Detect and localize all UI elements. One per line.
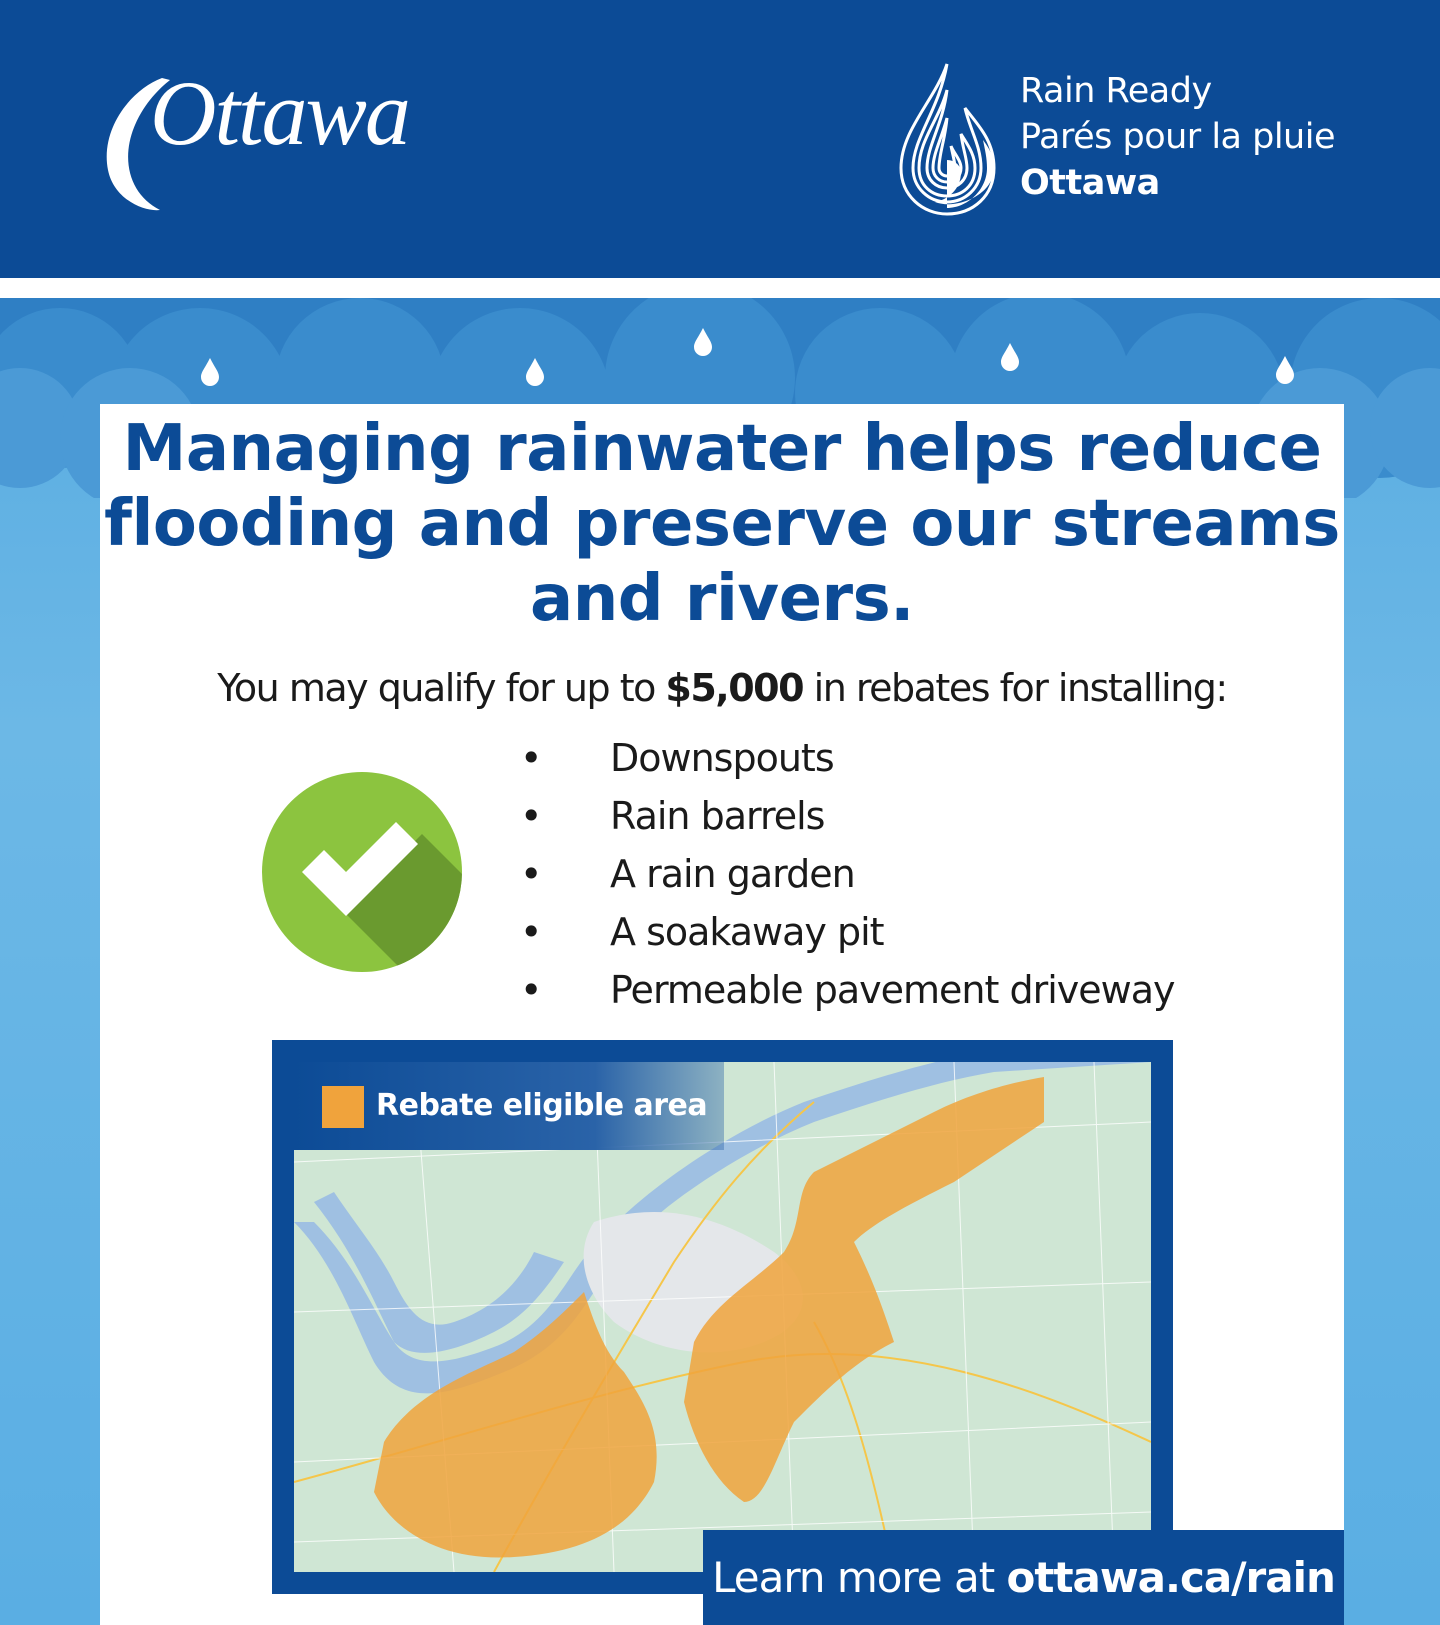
rebate-prefix: You may qualify for up to — [217, 666, 666, 710]
rebate-amount: $5,000 — [665, 666, 804, 710]
checkmark-icon — [262, 772, 462, 972]
map-legend — [294, 1062, 724, 1150]
learn-more-prefix: Learn more at — [712, 1553, 1007, 1602]
header-divider — [0, 278, 1440, 298]
headline: Managing rainwater helps reduce flooding and preserve our streams and rivers. — [104, 412, 1340, 636]
rebate-items-list — [520, 729, 1174, 1019]
learn-more-link[interactable]: ottawa.ca/rain — [1006, 1553, 1335, 1602]
list-item: • A soakaway pit — [520, 903, 1174, 961]
learn-more-banner — [703, 1530, 1344, 1625]
program-line-english: Rain Ready — [1020, 71, 1212, 111]
header-banner — [0, 0, 1440, 278]
list-item: • Downspouts — [520, 729, 1174, 787]
city-wordmark: Ottawa — [150, 62, 409, 164]
program-name — [1020, 68, 1335, 206]
rebate-suffix: in rebates for installing: — [803, 666, 1227, 710]
map-frame — [272, 1040, 1173, 1594]
list-item: • A rain garden — [520, 845, 1174, 903]
rebate-area-map — [294, 1062, 1151, 1572]
rain-drop-logo-icon — [895, 60, 1000, 220]
rebate-statement — [100, 666, 1344, 710]
legend-label: Rebate eligible area — [376, 1088, 708, 1123]
list-item: • Rain barrels — [520, 787, 1174, 845]
program-line-city: Ottawa — [1020, 163, 1160, 203]
info-card — [100, 404, 1344, 1625]
list-item: • Permeable pavement driveway — [520, 961, 1174, 1019]
program-line-french: Parés pour la pluie — [1020, 117, 1336, 157]
legend-swatch — [322, 1086, 364, 1128]
